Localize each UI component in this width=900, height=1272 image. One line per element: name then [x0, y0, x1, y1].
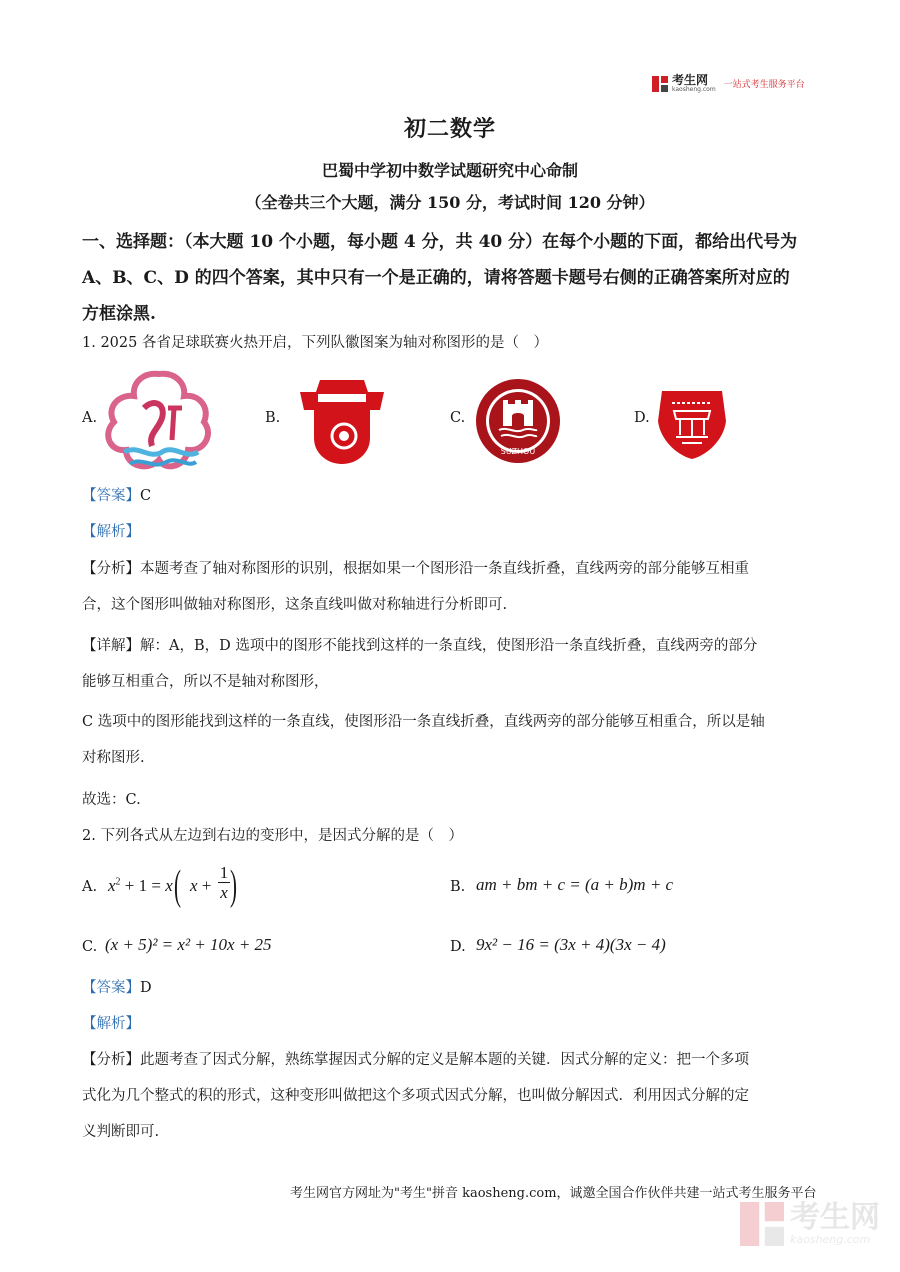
q2-fenxi-line-2: 式化为几个整式的积的形式，这种变形叫做把这个多项式因式分解，也叫做分解因式．利用因式分解的定: [82, 1088, 749, 1104]
q1-xiangjie-line-3: C 选项中的图形能找到这样的一条直线，使图形沿一条直线折叠，直线两旁的部分能够互相重合，所以是轴: [82, 714, 765, 730]
brand-logo: [652, 74, 805, 93]
q1-xiangjie-label: 【详解】: [82, 638, 140, 654]
exam-info: （全卷共三个大题，满分 150 分，考试时间 120 分钟）: [245, 193, 655, 212]
instructions-line-1: 一、选择题：（本大题 10 个小题，每小题 4 分，共 40 分）在每个小题的下面，都给出代号为: [82, 232, 798, 252]
q1-option-d-label: D.: [634, 410, 650, 426]
brand-name: 考生网: [672, 73, 709, 87]
q2-answer: [82, 978, 152, 998]
q1-xiangjie-line-4: 对称图形.: [82, 750, 145, 766]
q2-option-c-label: C.: [82, 939, 98, 955]
q2-option-d-label: D.: [450, 939, 466, 955]
q1-option-d-emblem[interactable]: [652, 381, 732, 461]
q1-option-b-emblem[interactable]: [296, 378, 388, 466]
q2-fenxi-label: 【分析】: [82, 1052, 140, 1068]
kaosheng-logo-icon: [652, 76, 668, 92]
q1-fenxi-line-2: 合，这个图形叫做轴对称图形，这条直线叫做对称轴进行分析即可.: [82, 597, 508, 613]
q1-option-c-label: C.: [450, 410, 466, 426]
q1-stem: 1. 2025 各省足球联赛火热开启，下列队徽图案为轴对称图形的是（ ）: [82, 335, 548, 351]
q2-stem: 2. 下列各式从左边到右边的变形中，是因式分解的是（ ）: [82, 828, 463, 844]
watermark-name: 考生网: [790, 1199, 880, 1235]
q1-xiangjie-line-2: 能够互相重合，所以不是轴对称图形，: [82, 674, 329, 690]
instructions-line-3: 方框涂黑.: [82, 304, 156, 324]
q1-fenxi-label: 【分析】: [82, 561, 140, 577]
q2-option-b-formula[interactable]: am + bm + c = (a + b)m + c: [476, 875, 674, 894]
q2-answer-value: D: [140, 980, 152, 996]
q2-option-a-label: A.: [82, 879, 98, 895]
q1-fenxi-text-1: 本题考查了轴对称图形的识别，根据如果一个图形沿一条直线折叠，直线两旁的部分能够互相重: [140, 561, 749, 577]
watermark-domain: kaosheng.com: [790, 1232, 871, 1246]
q1-xiangjie-line-1: [82, 636, 757, 656]
q1-option-b-label: B.: [265, 410, 281, 426]
page-footer: 考生网官方网址为"考生"拼音 kaosheng.com，诚邀全国合作伙伴共建一站式考生服务平台: [290, 1186, 817, 1201]
page-title: 初二数学: [403, 116, 496, 142]
q1-option-c-emblem[interactable]: [475, 378, 561, 464]
q2-option-d-formula[interactable]: 9x² − 16 = (3x + 4)(3x − 4): [476, 935, 666, 954]
q2-fenxi-line-1: [82, 1050, 749, 1070]
watermark: [740, 1199, 880, 1246]
q1-answer-label: 【答案】: [82, 488, 140, 504]
kaosheng-watermark-icon: [740, 1202, 784, 1246]
instructions-line-2: A、B、C、D 的四个答案，其中只有一个是正确的，请将答题卡题号右侧的正确答案所对应的: [82, 268, 790, 288]
q1-option-c-emblem-text: SUZHOU: [500, 447, 536, 456]
q1-analysis-label: 【解析】: [82, 524, 140, 540]
q1-choose: 故选：C.: [82, 792, 141, 808]
q1-option-a-label: A.: [82, 410, 98, 426]
q1-option-a-emblem[interactable]: [104, 368, 214, 474]
q2-analysis-label: 【解析】: [82, 1016, 140, 1032]
q2-option-b-label: B.: [450, 879, 466, 895]
q2-fenxi-line-3: 义判断即可.: [82, 1124, 160, 1140]
q1-xiangjie-text-1: 解：A，B，D 选项中的图形不能找到这样的一条直线，使图形沿一条直线折叠，直线两旁的部分: [140, 638, 758, 654]
q1-answer: [82, 486, 151, 506]
q2-answer-label: 【答案】: [82, 980, 140, 996]
q1-answer-value: C: [140, 488, 152, 504]
page-subtitle: 巴蜀中学初中数学试题研究中心命制: [321, 161, 578, 180]
brand-domain: kaosheng.com: [672, 86, 716, 93]
q1-fenxi-line-1: [82, 559, 749, 579]
q2-option-c-formula[interactable]: (x + 5)² = x² + 10x + 25: [105, 935, 272, 954]
section-instructions: [82, 224, 822, 332]
brand-slogan: 一站式考生服务平台: [723, 80, 805, 90]
q2-fenxi-text-1: 此题考查了因式分解，熟练掌握因式分解的定义是解本题的关键．因式分解的定义：把一个多项: [140, 1052, 749, 1068]
